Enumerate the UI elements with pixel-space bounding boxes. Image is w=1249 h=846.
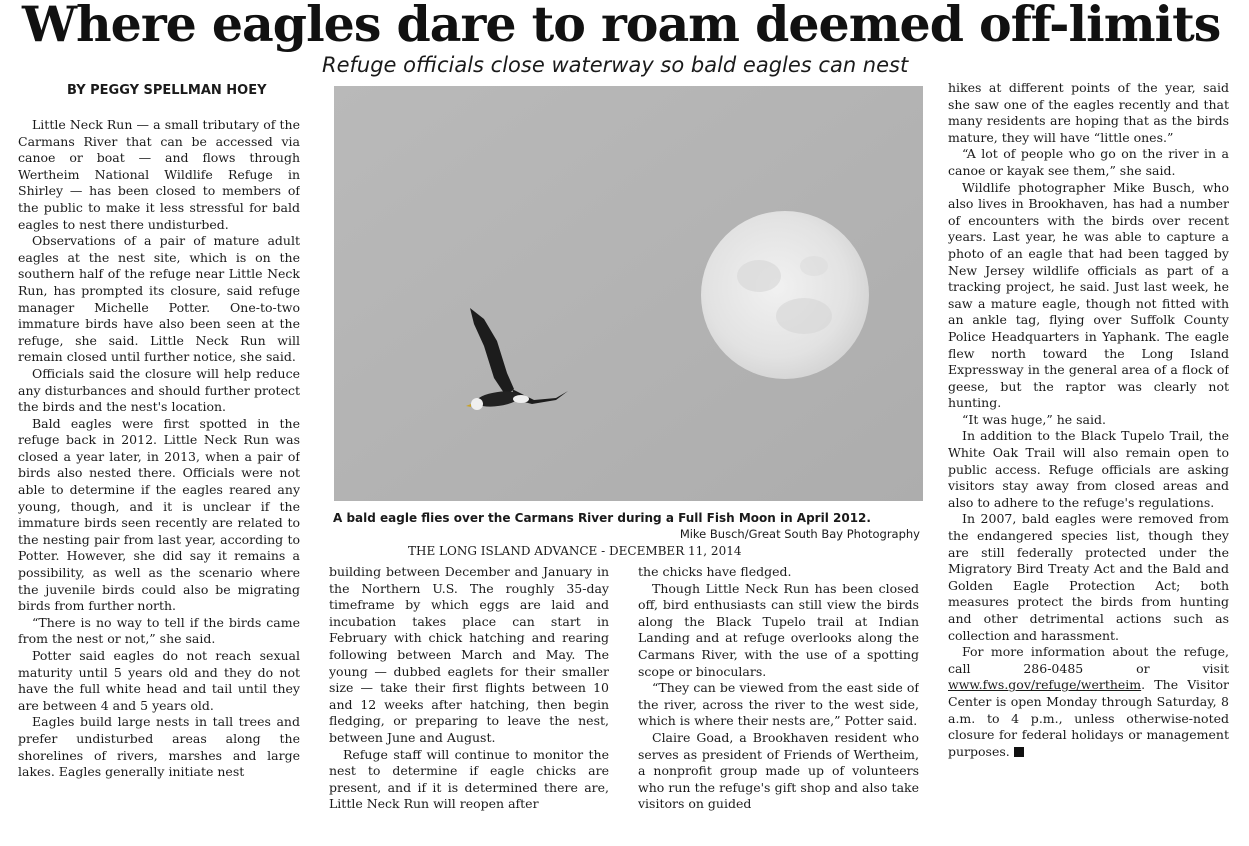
paragraph: Eagles build large nests in tall trees and prefer undisturbed areas along the shorelines of rivers, marshes and large lakes. Eagles generally initiate nest (18, 714, 300, 780)
subhead: Refuge officials close waterway so bald eagles can nest (322, 53, 909, 77)
paragraph: “It was huge,” he said. (962, 411, 1106, 427)
refuge-website-link[interactable]: www.fws.gov/refuge/wertheim (948, 677, 1142, 693)
headline: Where eagles dare to roam deemed off-limits (22, 0, 1221, 53)
column-2 (329, 564, 609, 836)
paragraph: Refuge staff will continue to monitor the nest to determine if eagle chicks are present, and if it is determined there are, Little Neck Run will reopen after (329, 746, 609, 812)
paragraph: hikes at different points of the year, said she saw one of the eagles recently and that many residents are hoping that as the birds mature, they will have “little ones.” (948, 80, 1229, 145)
photo-caption: A bald eagle flies over the Carmans River during a Full Fish Moon in April 2012. (333, 511, 871, 525)
column-3 (638, 564, 919, 836)
paragraph: “They can be viewed from the east side of the river, across the river to the west side, which is where their nests are,” Potter said. (638, 680, 919, 729)
paragraph: the chicks have fledged. (638, 564, 792, 579)
eagle-moon-photo (334, 86, 923, 501)
paragraph: building between December and January in the Northern U.S. The roughly 35-day timeframe by which eggs are laid and incubation takes place can start in February with chick hatching and rearing following between March and May. The young — dubbed eaglets for their smaller size — take their first flights between 10 and 12 weeks after hatching, then begin fledging, or preparing to leave the nest, between June and August. (329, 564, 609, 745)
more-info-text: For more information about the refuge, call 286-0485 or visit (948, 644, 1229, 676)
paragraph: “A lot of people who go on the river in a canoe or kayak see them,” she said. (948, 146, 1229, 178)
visitor-center-text: . The Visitor Center is open Monday through Saturday, 8 a.m. to 4 p.m., unless otherwise-noted closure for federal holidays or management purposes. (948, 677, 1229, 759)
column-4 (948, 80, 1229, 838)
byline: BY PEGGY SPELLMAN HOEY (67, 83, 267, 98)
paragraph: Observations of a pair of mature adult eagles at the nest site, which is on the southern half of the refuge near Little Neck Run, has prompted its closure, said refuge manager Michelle Potter. One-to-two immature birds have also been seen at the refuge, she said. Little Neck Run will remain closed until further notice, she said. (18, 233, 300, 365)
photo-credit: Mike Busch/Great South Bay Photography (679, 527, 920, 541)
paragraph: Officials said the closure will help reduce any disturbances and should further protect the birds and the nest's location. (18, 365, 300, 415)
source-line: THE LONG ISLAND ADVANCE - DECEMBER 11, 2014 (408, 544, 742, 558)
paragraph: Though Little Neck Run has been closed off, bird enthusiasts can still view the birds along the Black Tupelo trail at Indian Landing and at refuge overlooks along the Carmans River, with the use of a spotting scope or binoculars. (638, 580, 919, 679)
paragraph: Claire Goad, a Brookhaven resident who serves as president of Friends of Wertheim, a nonprofit group made up of volunteers who run the refuge's gift shop and also take visitors on guided (638, 729, 919, 812)
paragraph-more-info (948, 644, 1229, 760)
moon-icon (701, 211, 869, 379)
paragraph: Little Neck Run — a small tributary of the Carmans River that can be accessed via canoe or boat — and flows through Wertheim National Wildlife Refuge in Shirley — has been closed to members of the public to make it less stressful for bald eagles to nest there undisturbed. (18, 117, 300, 232)
paragraph: Potter said eagles do not reach sexual maturity until 5 years old and they do not have the full white head and tail until they are between 4 and 5 years old. (18, 648, 300, 713)
paragraph: In addition to the Black Tupelo Trail, the White Oak Trail will also remain open to public access. Refuge officials are asking visitors stay away from closed areas and also to adhere to the refuge's regulations. (948, 428, 1229, 510)
paragraph: Bald eagles were first spotted in the refuge back in 2012. Little Neck Run was closed a year later, in 2013, when a pair of birds also nested there. Officials were not able to determine if the eagles reared any young, though, and it is unclear if the immature birds seen recently are related to the nesting pair from last year, according to Potter. However, she did say it remains a possibility, as well as the scenario where the juvenile birds could also be migrating birds from further north. (18, 415, 300, 614)
column-1 (18, 117, 300, 839)
paragraph: Wildlife photographer Mike Busch, who also lives in Brookhaven, has had a number of encounters with the birds over recent years. Last year, he was able to capture a photo of an eagle that had been tagged by New Jersey wildlife officials as part of a tracking project, he said. Just last week, he saw a mature eagle, though not fitted with an ankle tag, flying over Suffolk County Police Headquarters in Yaphank. The eagle flew north toward the Long Island Expressway in the general area of a flock of geese, but the raptor was clearly not hunting. (948, 179, 1229, 411)
paragraph: “There is no way to tell if the birds came from the nest or not,” she said. (18, 614, 300, 647)
end-mark-icon (1014, 747, 1024, 757)
paragraph: In 2007, bald eagles were removed from the endangered species list, though they are still federally protected under the Migratory Bird Treaty Act and the Bald and Golden Eagle Protection Act; both measures protect the birds from hunting and other detrimental actions such as collection and harassment. (948, 511, 1229, 643)
